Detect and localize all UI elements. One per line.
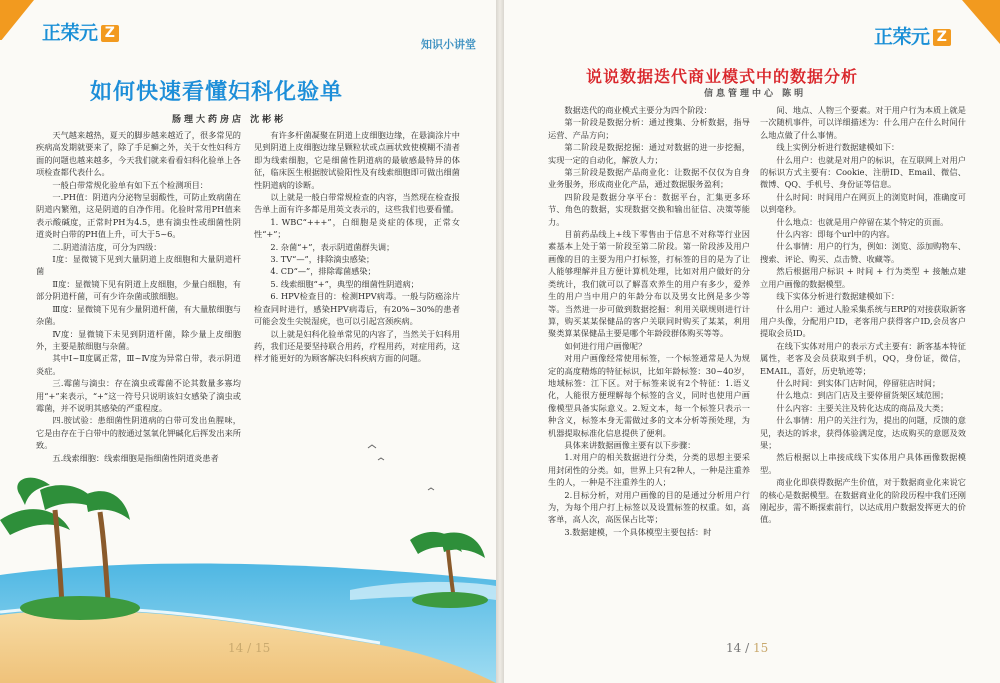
paragraph: 线下实体分析进行数据建模如下： bbox=[776, 291, 900, 302]
paragraph: 1. WBC“+++”，白细胞是炎症的体现，正常女性“+”； bbox=[254, 216, 460, 240]
brand-logo bbox=[42, 18, 119, 45]
paragraph: 什么用户：通过人脸采集系统与ERP的对接获取新客用户头像，分配用户ID，老客用户获得客户ID,会员客户提取会员ID。 bbox=[760, 303, 966, 339]
paragraph: 五.线索细胞：线索细胞是指细菌性阴道炎患者 bbox=[52, 452, 219, 463]
paragraph: 四.胺试验：患细菌性阴道病的白带可发出鱼腥味，它是由存在于白带中的胺通过氢氧化钾碱化后挥发出来所致。 bbox=[36, 415, 241, 451]
paragraph: 什么事情：用户的行为，例如：浏览、添加购物车、搜索、评论、购买、点击赞、收藏等。 bbox=[760, 241, 966, 264]
paragraph: 在线下实体对用户的表示方式主要有：新客基本特征属性，老客及会员获取到手机，QQ，身份证，微信，EMAIL，喜好，历史轨迹等； bbox=[760, 340, 966, 376]
article-byline: 信息管理中心 陈明 bbox=[704, 89, 807, 99]
paragraph: 其中Ⅰ~Ⅱ度属正常，Ⅲ~Ⅳ度为异常白带，表示阴道炎症。 bbox=[36, 353, 241, 376]
paragraph: 什么内容：即每个url中的内容。 bbox=[776, 229, 895, 240]
paragraph: 2.目标分析，对用户画像的目的是通过分析用户行为，为每个用户打上标签以及设置标签的权重。如，高客单，高人次，高医保占比等； bbox=[548, 489, 750, 525]
article-column-1 bbox=[36, 129, 241, 464]
right-page bbox=[504, 0, 1000, 683]
page-number-separator: / bbox=[745, 641, 750, 655]
paragraph: 数据迭代的商业模式主要分为四个阶段： bbox=[564, 105, 712, 115]
article-title: 说说数据迭代商业模式中的数据分析 bbox=[586, 67, 859, 86]
paragraph: 1.对用户的相关数据进行分类，分类的思想主要采用封闭性的分类。如，世界上只有2种人，一种是注重养生的人，一种是不注重养生的人； bbox=[548, 452, 750, 488]
paragraph: 间、地点、人物三个要素。对于用户行为本质上就是一次随机事件，可以详细描述为：什么用户在什么时间什么地点做了什么事情。 bbox=[760, 105, 966, 140]
page-number bbox=[726, 641, 768, 655]
paragraph: 商业化即获得数据产生价值，对于数据商业化来说它的核心是数据模型。在数据商业化的阶段历程中我们还刚刚起步，需不断探索前行，以达成用户数据发挥更大的价值。 bbox=[760, 477, 966, 525]
paragraph: 目前药品线上+线下零售由于信息不对称等行业因素基本上处于第一阶段至第二阶段。第一阶段涉及用户画像的目的主要为用户打标签，打标签的目的是为了让人能够理解并且方便计算机处理，比如对用户做好的分类统计，我们就可以了解喜欢养生的用户有多少，爱养生的用户当中用户的年龄分布以及男女比例是多少等等。当然进一步可做到数据挖掘：利用关联规则进行计算，购买某某保健品的客户关联同时购买了某某，利用聚类算某保健品主要是哪个年龄段群体购买等等。 bbox=[548, 229, 750, 339]
article-byline: 肠理大药房店 沈彬彬 bbox=[172, 115, 287, 125]
paragraph: 对用户画像经常使用标签，一个标签通常是人为规定的高度精炼的特征标识，比如年龄标签：30~40岁，地域标签：江下区。对于标签来说有2个特征：1.语义化，人能很方便理解每个标签的含义，同时也使用户画像模型具备实际意义。2.短文本，每一个标签只表示一种含义，标签本身无需做过多的文本分析等预处理，为机器提取标准化信息提供了便利。 bbox=[548, 353, 750, 438]
paragraph: 3. TV“—”，排除滴虫感染； bbox=[270, 254, 375, 265]
paragraph: 线上实例分析进行数据建模如下： bbox=[776, 142, 900, 153]
paragraph: 然后根据以上串接成线下实体用户具体画像数据模型。 bbox=[760, 452, 966, 475]
paragraph: Ⅰ度：显微镜下见到大量阴道上皮细胞和大量阴道杆菌 bbox=[36, 254, 241, 277]
paragraph: 第一阶段是数据分析：通过搜集、分析数据，指导运营、产品方向； bbox=[548, 117, 750, 140]
paragraph: 二.阴道清洁度，可分为四级： bbox=[52, 241, 162, 252]
paragraph: 第二阶段是数据挖掘：通过对数据的进一步挖掘，实现一定的自动化，解放人力； bbox=[548, 142, 750, 165]
section-label: 知识小讲堂 bbox=[421, 38, 476, 51]
article-column-2 bbox=[760, 104, 966, 526]
paragraph: 三.霉菌与滴虫：存在滴虫或霉菌不论其数量多寡均用“+”来表示，“+”这一符号只说明该妇女感染了滴虫或霉菌，并不说明其感染的严重程度。 bbox=[36, 378, 241, 413]
page-number: 14 / 15 bbox=[228, 641, 271, 655]
paragraph: Ⅱ度：显微镜下见有阴道上皮细胞，少量白细胞，有部分阴道杆菌，可有少许杂菌或脓细胞。 bbox=[36, 278, 241, 302]
paragraph: 6. HPV检查目的：检测HPV病毒。一般与防癌涂片检查同时进行，感染HPV病毒后，有20%~30%的患者可能会发生尖锐湿疣，也可以引起宫颈疾病。 bbox=[254, 291, 460, 327]
paragraph: 什么用户：也就是对用户的标识，在互联网上对用户的标识方式主要有：Cookie、注册ID、Email、微信、微博、QQ、手机号、身份证等信息。 bbox=[760, 154, 966, 190]
paragraph: 什么地点：到店门店及主要停留货架区域范围； bbox=[776, 390, 949, 401]
paragraph: 4. CD“—”，排除霉菌感染； bbox=[270, 266, 376, 277]
paragraph: 什么事情：用户的关注行为，提出的问题，反馈的意见，表达的诉求，获得体验满足度，达成购买的意愿及效果； bbox=[760, 415, 966, 450]
paragraph: 什么时间：时间用户在网页上的浏览时间，准确度可以到毫秒。 bbox=[760, 191, 966, 215]
paragraph: 5. 线索细胞“+”，典型的细菌性阴道病； bbox=[270, 278, 419, 289]
paragraph: 什么地点：也就是用户停留在某个特定的页面。 bbox=[776, 216, 949, 227]
page-number-current: 14 bbox=[726, 641, 742, 655]
paragraph: 天气越来越热，夏天的脚步越来越近了，很多常见的疾病高发期就要来了，除了手足癣之外，关于女性妇科方面的问题也越来越多，今天我们就来看看妇科化验单上各项检查都代表什么。 bbox=[36, 130, 241, 178]
page-number-other: 15 bbox=[752, 641, 769, 655]
paragraph: 什么内容：主要关注及转化达成的商品及大类； bbox=[776, 402, 949, 413]
book-gutter bbox=[496, 0, 504, 683]
paragraph: 具体来讲数据画像主要有以下步骤： bbox=[564, 439, 696, 450]
paragraph: 2. 杂菌“+”，表示阴道菌群失调； bbox=[270, 241, 395, 252]
article-title: 如何快速看懂妇科化验单 bbox=[90, 80, 344, 105]
paragraph: 四阶段是数据分享平台：数据平台，汇集更多环节、角色的数据，实现数据交换和输出征信、决策等能力。 bbox=[548, 191, 750, 227]
paragraph: 以上就是一般白带常规检查的内容，当然现在检查报告单上面有许多都是用英文表示的，这些我们也要看懂。 bbox=[254, 192, 460, 215]
paragraph: 以上就是妇科化验单常见的内容了，当然关于妇科用药，我们还是要坚持联合用药，疗程用药，对症用药，这样才能更好的为顾客解决妇科疾病方面的问题。 bbox=[254, 328, 460, 364]
brand-name: 正荣元 bbox=[42, 22, 98, 44]
left-page bbox=[0, 0, 496, 683]
paragraph: Ⅳ度：显微镜下未见到阴道杆菌，除少量上皮细胞外，主要是脓细胞与杂菌。 bbox=[36, 328, 241, 351]
paragraph: 有许多杆菌凝聚在阴道上皮细胞边缘，在悬滴涂片中见到阴道上皮细胞边缘呈颗粒状或点画状致使模糊不清者即为线索细胞，它是细菌性阴道病的最敏感最特异的体征，临床医生根据胺试验阳性及有线索细胞即可做出细菌性阴道病的诊断。 bbox=[254, 130, 460, 190]
paragraph: Ⅲ度：显微镜下见有少量阴道杆菌，有大量脓细胞与杂菌。 bbox=[36, 303, 241, 327]
brand-logo bbox=[874, 22, 951, 49]
article-column-2 bbox=[254, 129, 460, 365]
brand-mark-icon: Z bbox=[101, 25, 119, 42]
article-column-1 bbox=[548, 104, 750, 538]
paragraph: 一般白带常规化验单有如下五个检测项目： bbox=[52, 179, 208, 190]
brand-mark-icon: Z bbox=[933, 29, 951, 46]
paragraph: 如何进行用户画像呢？ bbox=[564, 340, 647, 351]
brand-name: 正荣元 bbox=[874, 26, 930, 48]
paragraph: 一.PH值：阴道内分泌物呈弱酸性，可防止致病菌在阴道内繁殖，这是阴道的自净作用。化验时常用PH值来表示酸碱度，正常时PH为4.5，患有滴虫性或细菌性阴道炎时白带的PH值上升，可大于5~6。 bbox=[36, 192, 241, 240]
paragraph: 然后根据用户标识 + 时间 + 行为类型 + 接触点建立用户画像的数据模型。 bbox=[760, 266, 966, 289]
paragraph: 3.数据建模，一个具体模型主要包括：时 bbox=[564, 526, 712, 537]
paragraph: 什么时间：到实体门店时间，停留驻店时间； bbox=[776, 377, 941, 388]
paragraph: 第三阶段是数据产品商业化：让数据不仅仅为自身业务服务，形成商业化产品，通过数据服务盈利； bbox=[548, 167, 750, 190]
